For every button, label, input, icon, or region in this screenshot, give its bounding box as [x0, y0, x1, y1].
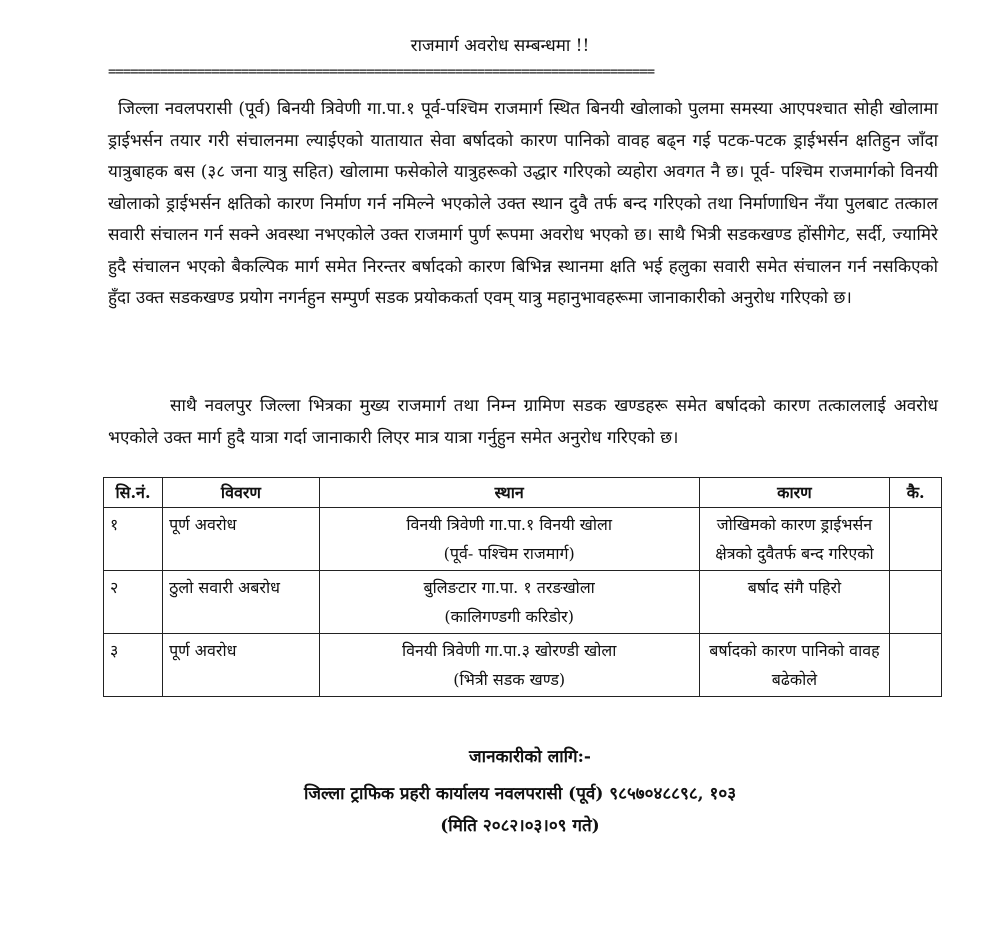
cell-reason	[699, 634, 890, 697]
cell-remark	[890, 634, 942, 697]
reason-line: क्षेत्रको दुवैतर्फ बन्द गरिएको	[715, 544, 874, 563]
header-serial: सि.नं.	[104, 478, 163, 508]
reason-line: बढेकोले	[771, 670, 818, 689]
reason-line: बर्षादको कारण पानिको वावह	[709, 641, 880, 660]
document-title: राजमार्ग अवरोध सम्बन्धमा !!	[410, 36, 590, 56]
cell-reason	[699, 508, 890, 571]
reason-line: बर्षाद संगै पहिरो	[747, 578, 842, 597]
place-line: (भित्री सडक खण्ड)	[453, 670, 566, 689]
table-row	[104, 634, 942, 697]
cell-description: पूर्ण अवरोध	[163, 634, 320, 697]
cell-description: ठुलो सवारी अबरोध	[163, 571, 320, 634]
cell-place	[319, 508, 699, 571]
header-description: विवरण	[163, 478, 320, 508]
notice-paragraph-secondary: साथै नवलपुर जिल्ला भित्रका मुख्य राजमार्ग तथा निम्न ग्रामिण सडक खण्डहरू समेत बर्षादको कारण तत्काललाई अवरोध भएकोले उक्त मार्ग हुदै यात्रा गर्दा जानाकारी लिएर मात्र यात्रा गर्नुहुन समेत अनुरोध गरिएको छ।	[108, 396, 938, 448]
cell-remark	[890, 571, 942, 634]
cell-serial: २	[104, 571, 163, 634]
header-remark: कै.	[890, 478, 942, 508]
reason-line: जोखिमको कारण ड्राईभर्सन	[716, 515, 873, 534]
place-line: विनयी त्रिवेणी गा.पा.३ खोरण्डी खोला	[401, 641, 617, 660]
header-reason: कारण	[699, 478, 890, 508]
cell-place	[319, 634, 699, 697]
separator-line: ==========================================================================	[108, 64, 655, 80]
place-line: (पूर्व- पश्चिम राजमार्ग)	[443, 544, 575, 563]
table-row	[104, 508, 942, 571]
notice-paragraph-main: जिल्ला नवलपरासी (पूर्व) बिनयी त्रिवेणी गा.पा.१ पूर्व-पश्चिम राजमार्ग स्थित बिनयी खोलाको पुलमा समस्या आएपश्चात सोही खोलामा ड्राईभर्सन तयार गरी संचालनमा ल्याईएको यातायात सेवा बर्षादको कारण पानिको वावह बढ्न गई पटक-पटक ड्राईभर्सन क्षतिहुन जाँदा यात्रुबाहक बस (३८ जना यात्रु सहित) खोलामा फसेकोले यात्रुहरूको उद्धार गरिएको व्यहोरा अवगत नै छ। पूर्व- पश्चिम राजमार्गको विनयी खोलाको ड्राईभर्सन क्षतिको कारण निर्माण गर्न नमिल्ने भएकोले उक्त स्थान दुवै तर्फ बन्द गरिएको तथा निर्माणाधिन नँया पुलबाट तत्काल सवारी संचालन गर्न सक्ने अवस्था नभएकोले उक्त राजमार्ग पुर्ण रूपमा अवरोध भएको छ। साथै भित्री सडकखण्ड होंसीगेट, सर्दी, ज्यामिरे हुदै संचालन भएको बैकल्पिक मार्ग समेत निरन्तर बर्षादको कारण बिभिन्न स्थानमा क्षति भई हलुका सवारी समेत संचालन गर्न नसकिएको हुँदा उक्त सडकखण्ड प्रयोग नगर्नहुन सम्पुर्ण सडक प्रयोककर्ता एवम् यात्रु महानुभावहरूमा जानाकारीको अनुरोध गरिएको छ।	[108, 99, 938, 308]
header-place: स्थान	[319, 478, 699, 508]
cell-remark	[890, 508, 942, 571]
table-header-row	[104, 478, 942, 508]
cell-reason	[699, 571, 890, 634]
table-row	[104, 571, 942, 634]
footer-date: (मिति २०८२।०३।०९ गते)	[440, 816, 600, 836]
place-line: (कालिगण्डगी करिडोर)	[444, 607, 574, 626]
place-line: विनयी त्रिवेणी गा.पा.१ विनयी खोला	[406, 515, 613, 534]
footer-info-heading: जानकारीको लागि:-	[469, 747, 591, 767]
cell-description: पूर्ण अवरोध	[163, 508, 320, 571]
place-line: बुलिङटार गा.पा. १ तरङखोला	[423, 578, 595, 597]
cell-serial: १	[104, 508, 163, 571]
road-status-table	[103, 477, 942, 697]
cell-serial: ३	[104, 634, 163, 697]
footer-office-contact: जिल्ला ट्राफिक प्रहरी कार्यालय नवलपरासी (पूर्व) ९८५७०४८८९८, १०३	[303, 784, 737, 804]
cell-place	[319, 571, 699, 634]
